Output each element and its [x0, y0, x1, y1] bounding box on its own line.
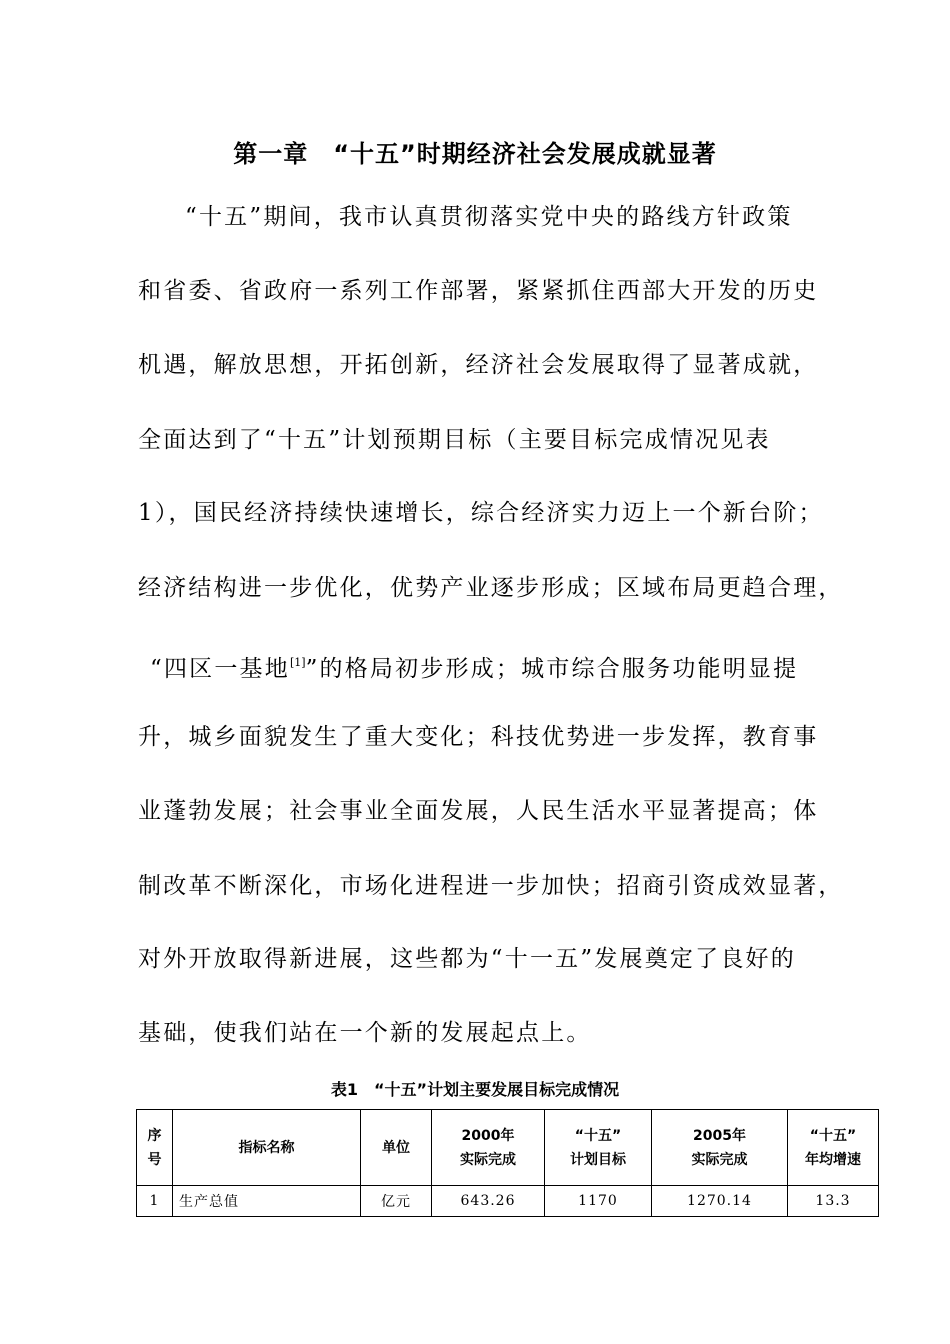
- goals-table: [136, 1109, 879, 1217]
- cell-annual-growth: 13.3: [788, 1186, 879, 1217]
- paragraph-text: “四区一基地: [150, 656, 290, 682]
- paragraph-line: 和省委、省政府一系列工作部署，紧紧抓住西部大开发的历史: [138, 278, 819, 304]
- header-text: 序: [147, 1127, 162, 1144]
- header-text: “十五”: [809, 1127, 857, 1144]
- table-row: [137, 1186, 879, 1217]
- cell-unit: 亿元: [361, 1186, 432, 1217]
- header-unit: [361, 1110, 432, 1186]
- paragraph-line: 对外开放取得新进展，这些都为“十一五”发展奠定了良好的: [138, 946, 796, 972]
- paragraph-line: “十五”期间，我市认真贯彻落实党中央的路线方针政策: [185, 204, 793, 230]
- header-text: 实际完成: [460, 1151, 516, 1168]
- paragraph-line: 制改革不断深化，市场化进程进一步加快；招商引资成效显著，: [138, 873, 844, 899]
- cell-index: 1: [137, 1186, 173, 1217]
- paragraph-line: 基础，使我们站在一个新的发展起点上。: [138, 1020, 592, 1046]
- paragraph-line: 1），国民经济持续快速增长，综合经济实力迈上一个新台阶；: [138, 500, 824, 526]
- paragraph-line: 机遇，解放思想，开拓创新，经济社会发展取得了显著成就，: [138, 352, 819, 378]
- table-header-row: [137, 1110, 879, 1186]
- header-text: 计划目标: [570, 1151, 626, 1168]
- header-index: [137, 1110, 173, 1186]
- paragraph-line: 全面达到了“十五”计划预期目标（主要目标完成情况见表: [138, 427, 771, 453]
- header-plan-target: [545, 1110, 652, 1186]
- header-2000-actual: [432, 1110, 545, 1186]
- paragraph-line-with-footnote: [150, 648, 850, 684]
- header-2005-actual: [652, 1110, 788, 1186]
- header-text: 号: [147, 1151, 162, 1168]
- header-indicator-name: [173, 1110, 361, 1186]
- cell-2000-actual: 643.26: [432, 1186, 545, 1217]
- header-text: 2000年: [461, 1127, 515, 1144]
- paragraph-line: 经济结构进一步优化，优势产业逐步形成；区域布局更趋合理，: [138, 575, 844, 601]
- table-caption: 表1 “十五”计划主要发展目标完成情况: [330, 1080, 620, 1099]
- footnote-reference[interactable]: [1]: [289, 656, 306, 669]
- header-text: 实际完成: [691, 1151, 748, 1168]
- paragraph-text: ”的格局初步形成；城市综合服务功能明显提: [305, 656, 799, 682]
- chapter-title: 第一章 “十五”时期经济社会发展成就显著: [233, 140, 717, 168]
- cell-plan-target: 1170: [545, 1186, 652, 1217]
- header-annual-growth: [788, 1110, 879, 1186]
- header-text: 2005年: [693, 1127, 746, 1144]
- header-text: 指标名称: [238, 1139, 295, 1156]
- paragraph-line: 升，城乡面貌发生了重大变化；科技优势进一步发挥，教育事: [138, 724, 819, 750]
- cell-indicator-name: 生产总值: [173, 1186, 361, 1217]
- header-text: 单位: [382, 1139, 410, 1156]
- header-text: 年均增速: [805, 1151, 861, 1168]
- header-text: “十五”: [574, 1127, 622, 1144]
- paragraph-line: 业蓬勃发展；社会事业全面发展，人民生活水平显著提高；体: [138, 798, 819, 824]
- cell-2005-actual: 1270.14: [652, 1186, 788, 1217]
